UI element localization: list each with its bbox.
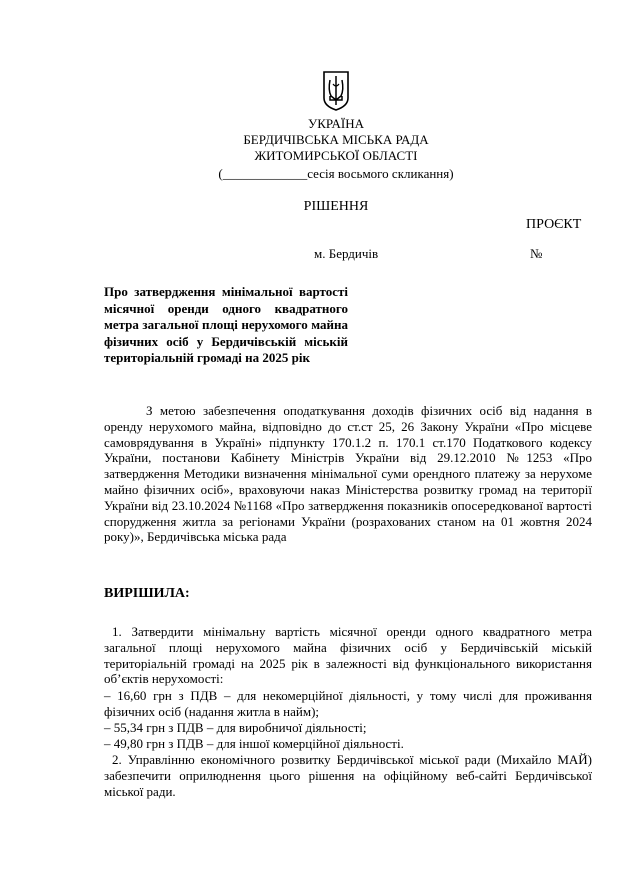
rate-list-item: – 49,80 грн з ПДВ – для іншої комерційної діяльності. (104, 736, 404, 751)
draft-label: ПРОЄКТ (526, 217, 582, 232)
rate-list-item: – 16,60 грн з ПДВ – для некомерційної діяльності, у тому числі для проживання фізичних осіб (надання житла в найм); (104, 688, 592, 719)
country-name: УКРАЇНА (308, 116, 364, 131)
session-line: (_____________сесія восьмого скликання) (218, 166, 454, 181)
rate-list-item: – 55,34 грн з ПДВ – для виробничої діяльності; (104, 720, 367, 735)
place-of-issue: м. Бердичів (314, 246, 379, 261)
coat-of-arms-icon (322, 70, 350, 112)
council-name: БЕРДИЧІВСЬКА МІСЬКА РАДА (243, 132, 429, 147)
item-1-paragraph: 1. Затвердити мінімальну вартість місячної оренди одного квадратного метра загальної площі нерухомого майна фізичних осіб у Бердичівській міській територіальній громаді на 2025 рік в залежності від функціонального використання об’єктів нерухомості: (104, 624, 592, 687)
decision-number: № (530, 246, 543, 261)
decision-subject: Про затвердження мінімальної вартості місячної оренди одного квадратного метра загальної площі нерухомого майна фізичних осіб у Бердичівській міській територіальній громаді на 2025 рік (104, 284, 348, 365)
decision-title: РІШЕННЯ (303, 199, 369, 214)
item-2-paragraph: 2. Управлінню економічного розвитку Бердичівської міської ради (Михайло МАЙ) забезпечити оприлюднення цього рішення на офіційному веб-сайті Бердичівської міської ради. (104, 752, 592, 799)
preamble-paragraph: З метою забезпечення оподаткування доходів фізичних осіб від надання в оренду нерухомого майна, відповідно до ст.ст 25, 26 Закону України «Про місцеве самоврядування в Україні» підпункту 170.1.2 п. 170.1 ст.170 Податкового кодексу України, постанови Кабінету Міністрів України від 29.12.2010 №1253 «Про затвердження Методики визначення мінімальної суми орендного платежу за нерухоме майно фізичних осіб», враховуючи наказ Міністерства розвитку громад на території України від 23.10.2024 №1168 «Про затвердження показників опосередкованої вартості спорудження житла за регіонами України (розрахованих станом на 01 жовтня 2024 року)», Бердичівська міська рада (104, 403, 592, 545)
region-name: ЖИТОМИРСЬКОЇ ОБЛАСТІ (254, 148, 418, 163)
resolved-label: ВИРІШИЛА: (104, 586, 190, 601)
